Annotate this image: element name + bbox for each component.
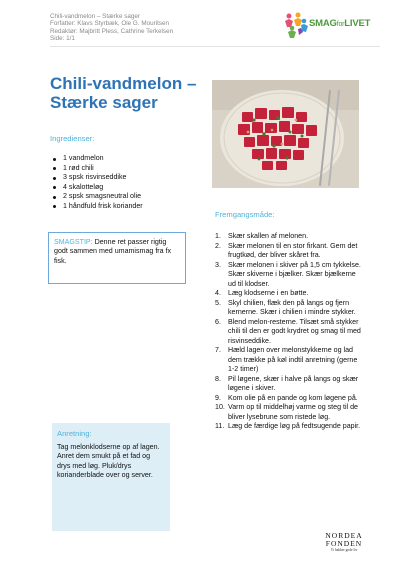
recipe-title: Chili-vandmelon – Stærke sager bbox=[50, 74, 197, 112]
step-text: Læg de færdige løg på fedtsugende papir. bbox=[228, 422, 361, 430]
method-step bbox=[215, 261, 365, 290]
figures-icon bbox=[282, 12, 310, 38]
step-text: Varm op til middelhøj varme og steg til de bliver lysebrune som ristede løg. bbox=[228, 403, 358, 421]
header-page: Side: 1/1 bbox=[50, 35, 75, 43]
serving-heading: Anretning: bbox=[57, 429, 92, 438]
header-doc-line: Chili-vandmelon – Stærke sager bbox=[50, 13, 140, 20]
step-text: Hæld lagen over melonstykkerne og lad dem trække på køl indtil anretning (gerne 1-2 timer) bbox=[228, 346, 358, 373]
method-steps bbox=[215, 232, 365, 432]
step-number: 10. bbox=[215, 403, 225, 411]
step-number: 9. bbox=[215, 393, 221, 402]
method-step bbox=[215, 318, 365, 347]
ingredient-item: 1 vandmelon bbox=[52, 154, 143, 164]
tip-text: Denne ret passer rigtig godt sammen med umamismag fra fx fisk. bbox=[54, 238, 172, 265]
watermelon-dish-image bbox=[212, 80, 359, 188]
header-editors: Redaktør: Majbritt Pless, Cathrine Terkelsen bbox=[50, 27, 174, 35]
step-number: 6. bbox=[215, 317, 221, 326]
step-text: Læg klodserne i en bøtte. bbox=[228, 289, 309, 297]
ingredient-item: 3 spsk risvinseddike bbox=[52, 173, 143, 183]
step-text: Blend melon-resterne. Tilsæt små stykker chili til den er godt krydret og smag til med risvinseddike. bbox=[228, 317, 361, 345]
method-step bbox=[215, 394, 365, 404]
step-text: Kom olie på en pande og kom løgene på. bbox=[228, 393, 358, 402]
footer-logo-line1: NORDEA bbox=[325, 531, 363, 540]
ingredient-item: 4 skalotteløg bbox=[52, 183, 143, 193]
step-number: 1. bbox=[215, 232, 221, 240]
step-number: 7. bbox=[215, 346, 221, 354]
nordea-fonden-logo bbox=[320, 532, 368, 553]
dish-photo bbox=[212, 80, 359, 188]
ingredient-item: 2 spsk smagsneutral olie bbox=[52, 192, 143, 202]
logo-livet: LIVET bbox=[344, 18, 371, 29]
footer-logo-tagline: Vi bakker gode liv bbox=[330, 548, 358, 552]
logo-smag: SMAG bbox=[309, 18, 337, 29]
method-step bbox=[215, 422, 365, 432]
step-number: 11. bbox=[215, 422, 225, 430]
method-step bbox=[215, 289, 365, 299]
step-number: 5. bbox=[215, 298, 221, 307]
step-text: Skær melonen i skiver på 1,5 cm tykkelse. Skær skiverne i bjælker. Skær bjælkerne ud til klodser. bbox=[228, 260, 361, 288]
step-number: 2. bbox=[215, 241, 221, 250]
serving-text: Tag melonklodserne op af lagen. Anret dem smukt på et fad og drys med løg. Pluk/drys korianderblade over og server. bbox=[57, 443, 160, 480]
header-authors: Forfatter: Klavs Styrbæk, Ole G. Mouritsen bbox=[50, 20, 169, 28]
step-text: Pil løgene, skær i halve på langs og skær løgene i skiver. bbox=[228, 374, 359, 392]
method-step bbox=[215, 346, 365, 375]
step-text: Skyl chilien, flæk den på langs og fjern kernerne. Skær i chilien i mindre stykker. bbox=[228, 298, 356, 316]
step-number: 4. bbox=[215, 289, 221, 297]
footer-logo-line2: FONDEN bbox=[325, 539, 363, 548]
method-step bbox=[215, 299, 365, 318]
ingredient-list bbox=[52, 154, 143, 212]
method-step bbox=[215, 242, 365, 261]
ingredient-item: 1 rød chili bbox=[52, 164, 143, 174]
ingredient-item: 1 håndfuld frisk koriander bbox=[52, 202, 143, 212]
logo-for: for bbox=[336, 21, 345, 28]
document-header bbox=[50, 13, 280, 43]
step-number: 3. bbox=[215, 260, 221, 269]
step-text: Skær melonen til en stor firkant. Gem det frugtkød, der bliver skåret fra. bbox=[228, 241, 358, 259]
header-divider bbox=[50, 46, 380, 47]
method-step bbox=[215, 403, 365, 422]
step-number: 8. bbox=[215, 374, 221, 383]
taste-tip-box bbox=[48, 232, 186, 284]
method-step bbox=[215, 232, 365, 242]
ingredients-heading: Ingredienser: bbox=[50, 134, 95, 143]
logo-wordmark bbox=[309, 18, 370, 29]
smag-for-livet-logo bbox=[282, 12, 382, 38]
method-step bbox=[215, 375, 365, 394]
tip-label: SMAGSTIP: bbox=[54, 238, 93, 246]
serving-box bbox=[52, 423, 170, 531]
step-text: Skær skallen af melonen. bbox=[228, 232, 309, 240]
method-heading: Fremgangsmåde: bbox=[215, 210, 275, 219]
